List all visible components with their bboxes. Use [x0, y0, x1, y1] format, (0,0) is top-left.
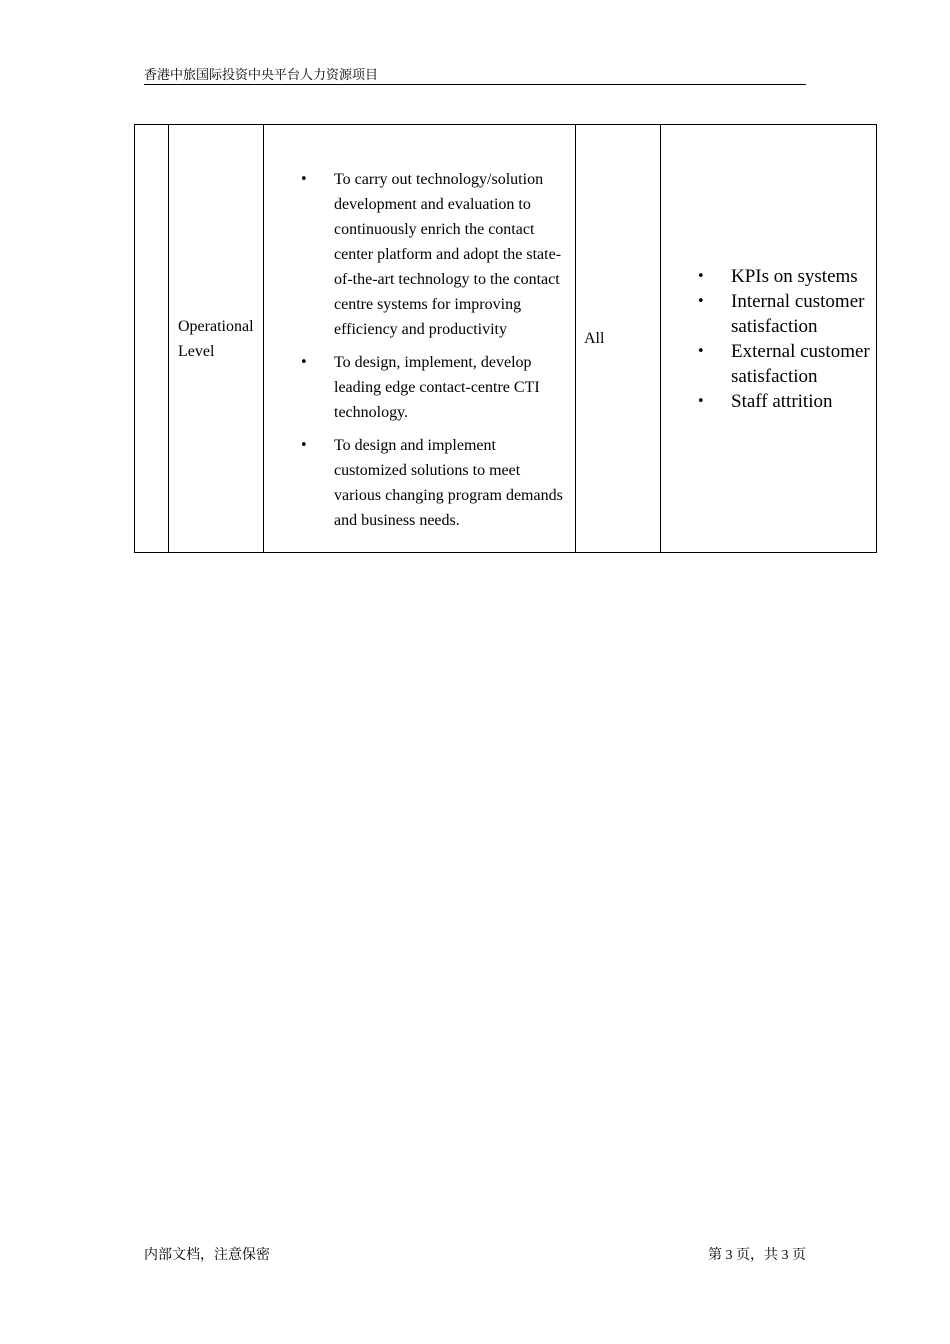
bullet-icon: •: [697, 268, 705, 284]
kpi-cell: [661, 125, 877, 553]
footer-page-number: 第 3 页，共 3 页: [708, 1248, 806, 1263]
kpi-text: Staff attrition: [731, 390, 833, 412]
scope-label: All: [584, 330, 605, 347]
kpi-text: External customer satisfaction: [731, 340, 870, 387]
row-index-cell: [135, 125, 169, 553]
list-item: [661, 289, 876, 339]
responsibility-text: To design, implement, develop leading edge contact-centre CTI technology.: [334, 353, 540, 421]
kpi-text: Internal customer satisfaction: [731, 290, 865, 337]
level-label: Operational Level: [178, 317, 254, 360]
responsibilities-cell: [264, 125, 576, 553]
list-item: [264, 167, 567, 342]
responsibility-text: To design and implement customized solutions to meet various changing program demands and business needs.: [334, 436, 563, 529]
bullet-icon: •: [300, 354, 308, 370]
bullet-icon: •: [697, 343, 705, 359]
list-item: [661, 264, 876, 289]
kpi-list: [661, 264, 876, 414]
scope-cell: [576, 125, 661, 553]
page-header: [144, 66, 806, 85]
list-item: [661, 389, 876, 414]
header-title: 香港中旅国际投资中央平台人力资源项目: [144, 67, 379, 82]
bullet-icon: •: [300, 171, 308, 187]
bullet-icon: •: [697, 293, 705, 309]
kpi-table: [134, 124, 877, 553]
table-row: [135, 125, 877, 553]
level-cell: [169, 125, 264, 553]
responsibility-text: To carry out technology/solution development and evaluation to continuously enrich the contact center platform and adopt the state-of-the-art technology to the contact centre systems for improving efficiency and productivity: [334, 170, 562, 338]
kpi-text: KPIs on systems: [731, 265, 858, 287]
bullet-icon: •: [300, 437, 308, 453]
list-item: [264, 350, 567, 425]
bullet-icon: •: [697, 393, 705, 409]
list-item: [661, 339, 876, 389]
footer-confidential: 内部文档，注意保密: [144, 1248, 270, 1263]
list-item: [264, 433, 567, 533]
responsibilities-list: [264, 137, 575, 541]
